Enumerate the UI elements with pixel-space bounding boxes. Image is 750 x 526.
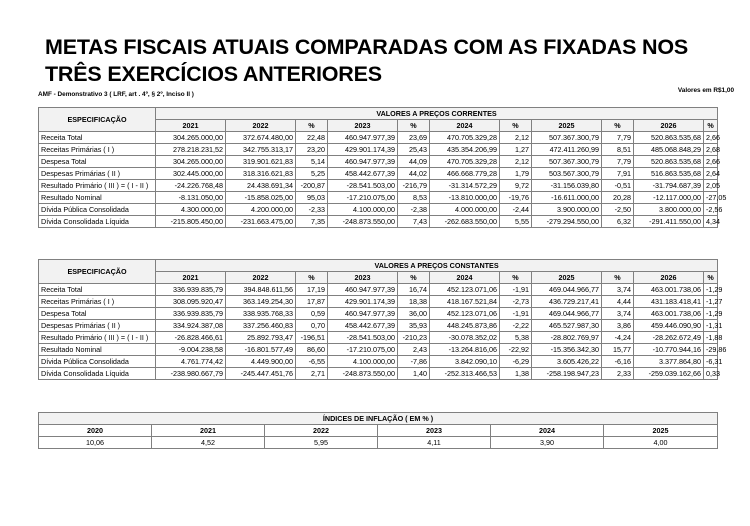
table-cell: -15.356.342,30 [532, 344, 602, 356]
table-cell: 318.316.621,83 [226, 168, 296, 180]
row-label: Despesas Primárias ( II ) [39, 168, 156, 180]
column-header: 2022 [226, 272, 296, 284]
table-cell: -24.226.768,48 [156, 180, 226, 192]
table-cell: 429.901.174,39 [328, 296, 398, 308]
table-cell: 516.863.535,68 [634, 168, 704, 180]
row-label: Resultado Primário ( III ) = ( I - II ) [39, 332, 156, 344]
spec-header: ESPECIFICAÇÃO [39, 260, 156, 284]
column-header: 2021 [156, 120, 226, 132]
table-cell: 35,93 [398, 320, 430, 332]
table-cell: 2,71 [296, 368, 328, 380]
table-row [39, 180, 718, 192]
table-row [39, 216, 718, 228]
table-cell: 86,60 [296, 344, 328, 356]
table-cell: -245.447.451,76 [226, 368, 296, 380]
column-header: 2024 [430, 272, 500, 284]
table-cell: 23,69 [398, 132, 430, 144]
table-cell: 4.200.000,00 [226, 204, 296, 216]
inflation-year: 2021 [152, 425, 265, 437]
table-cell: 319.901.621,83 [226, 156, 296, 168]
table-cell: 8,53 [398, 192, 430, 204]
column-header: % [602, 120, 634, 132]
table-cell: 9,72 [500, 180, 532, 192]
table-row [39, 368, 718, 380]
table-cell: 18,38 [398, 296, 430, 308]
table-cell: 452.123.071,06 [430, 284, 500, 296]
table-cell: -2,50 [602, 204, 634, 216]
table-cell: 3.842.090,10 [430, 356, 500, 368]
table-row [39, 296, 718, 308]
table-cell: 336.939.835,79 [156, 284, 226, 296]
table-row [39, 332, 718, 344]
table-cell: -31.314.572,29 [430, 180, 500, 192]
column-header: 2022 [226, 120, 296, 132]
column-header: 2025 [532, 120, 602, 132]
table-cell: 520.863.535,68 [634, 156, 704, 168]
table-cell: -28.541.503,00 [328, 180, 398, 192]
table-cell: 507.367.300,79 [532, 132, 602, 144]
table-cell: 5,14 [296, 156, 328, 168]
row-label: Despesa Total [39, 308, 156, 320]
column-header: % [602, 272, 634, 284]
inflation-value: 3,90 [491, 437, 604, 449]
row-label: Resultado Nominal [39, 192, 156, 204]
column-header: 2021 [156, 272, 226, 284]
table-cell: 429.901.174,39 [328, 144, 398, 156]
table-cell: 363.149.254,30 [226, 296, 296, 308]
table-cell: 463.001.738,06 [634, 284, 704, 296]
table-cell: -27,05 [704, 192, 718, 204]
table-cell: -2,33 [296, 204, 328, 216]
table-cell: 4,34 [704, 216, 718, 228]
table-cell: -17.210.075,00 [328, 344, 398, 356]
table-cell: -17.210.075,00 [328, 192, 398, 204]
table-cell: 5,55 [500, 216, 532, 228]
table-cell: -248.873.550,00 [328, 216, 398, 228]
column-header: % [500, 272, 532, 284]
row-label: Resultado Primário ( III ) = ( I - II ) [39, 180, 156, 192]
table-cell: -196,51 [296, 332, 328, 344]
inflation-value: 5,95 [265, 437, 378, 449]
column-header: 2025 [532, 272, 602, 284]
table-cell: -259.039.162,66 [634, 368, 704, 380]
table-cell: 460.947.977,39 [328, 156, 398, 168]
table-cell: 372.674.480,00 [226, 132, 296, 144]
table-cell: 22,48 [296, 132, 328, 144]
table-cell: -2,38 [398, 204, 430, 216]
page-title: METAS FISCAIS ATUAIS COMPARADAS COM AS FIXADAS NOS TRÊS EXERCÍCIOS ANTERIORES [45, 35, 688, 86]
table-cell: -9.004.238,58 [156, 344, 226, 356]
table-cell: -238.980.667,79 [156, 368, 226, 380]
table-cell: 3,74 [602, 308, 634, 320]
table-cell: -279.294.550,00 [532, 216, 602, 228]
table-cell: -7,86 [398, 356, 430, 368]
table-cell: 7,79 [602, 156, 634, 168]
table-cell: 472.411.260,99 [532, 144, 602, 156]
table-cell: 4.449.900,00 [226, 356, 296, 368]
table-cell: 25,43 [398, 144, 430, 156]
table-cell: -16.611.000,00 [532, 192, 602, 204]
row-label: Receita Total [39, 132, 156, 144]
table-cell: 7,35 [296, 216, 328, 228]
inflation-year: 2022 [265, 425, 378, 437]
table-cell: 2,43 [398, 344, 430, 356]
table-row [39, 320, 718, 332]
table-cell: 0,59 [296, 308, 328, 320]
column-header: % [704, 272, 718, 284]
column-header: 2024 [430, 120, 500, 132]
table-row [39, 344, 718, 356]
table-row [39, 308, 718, 320]
table-cell: -6,31 [704, 356, 718, 368]
table-cell: 394.848.611,56 [226, 284, 296, 296]
table-cell: -30.078.352,02 [430, 332, 500, 344]
table-cell: -28.541.503,00 [328, 332, 398, 344]
column-header: % [398, 120, 430, 132]
table-cell: 503.567.300,79 [532, 168, 602, 180]
table-cell: -215.805.450,00 [156, 216, 226, 228]
column-header: 2023 [328, 120, 398, 132]
table-cell: -258.198.947,23 [532, 368, 602, 380]
row-label: Despesas Primárias ( II ) [39, 320, 156, 332]
table-row [39, 356, 718, 368]
table-cell: -26.828.466,61 [156, 332, 226, 344]
table-cell: 342.755.313,17 [226, 144, 296, 156]
table-cell: 520.863.535,68 [634, 132, 704, 144]
row-label: Dívida Consolidada Líquida [39, 368, 156, 380]
table-cell: 3.800.000,00 [634, 204, 704, 216]
column-header: % [500, 120, 532, 132]
column-header: % [398, 272, 430, 284]
table-cell: -13.810.000,00 [430, 192, 500, 204]
table-cell: -231.663.475,00 [226, 216, 296, 228]
table-cell: -4,24 [602, 332, 634, 344]
table-cell: -2,73 [500, 296, 532, 308]
table-cell: 436.729.217,41 [532, 296, 602, 308]
table-cell: -291.411.550,00 [634, 216, 704, 228]
table-cell: 2,05 [704, 180, 718, 192]
table-cell: -1,88 [704, 332, 718, 344]
table-cell: -31.156.039,80 [532, 180, 602, 192]
table-cell: 4.100.000,00 [328, 204, 398, 216]
column-header: % [704, 120, 718, 132]
table-cell: -12.117.000,00 [634, 192, 704, 204]
column-header: 2026 [634, 120, 704, 132]
table-cell: -1,91 [500, 308, 532, 320]
table-cell: 4,44 [602, 296, 634, 308]
row-label: Receitas Primárias ( I ) [39, 144, 156, 156]
table-cell: 20,28 [602, 192, 634, 204]
table-cell: 36,00 [398, 308, 430, 320]
table-cell: 0,33 [704, 368, 718, 380]
table-cell: -6,29 [500, 356, 532, 368]
table-cell: 4.100.000,00 [328, 356, 398, 368]
table-cell: 8,51 [602, 144, 634, 156]
table-cell: 1,38 [500, 368, 532, 380]
table-cell: 336.939.835,79 [156, 308, 226, 320]
table-cell: 3.605.426,22 [532, 356, 602, 368]
table-cell: 485.068.848,29 [634, 144, 704, 156]
table-row [39, 144, 718, 156]
table-cell: 435.354.206,99 [430, 144, 500, 156]
column-header: 2026 [634, 272, 704, 284]
table-cell: 2,33 [602, 368, 634, 380]
table-cell: 95,03 [296, 192, 328, 204]
table-cell: -252.313.466,53 [430, 368, 500, 380]
table-cell: -1,29 [704, 308, 718, 320]
table-cell: 466.668.779,28 [430, 168, 500, 180]
spec-header: ESPECIFICAÇÃO [39, 108, 156, 132]
inflation-year: 2023 [378, 425, 491, 437]
table-cell: -29,86 [704, 344, 718, 356]
table-cell: 469.044.966,77 [532, 284, 602, 296]
table-cell: 452.123.071,06 [430, 308, 500, 320]
table-cell: 2,66 [704, 156, 718, 168]
table-cell: -6,55 [296, 356, 328, 368]
group-header: VALORES A PREÇOS CORRENTES [156, 108, 718, 120]
inflation-year: 2024 [491, 425, 604, 437]
table-cell: 2,66 [704, 132, 718, 144]
table-cell: -1,91 [500, 284, 532, 296]
table-cell: 3,86 [602, 320, 634, 332]
table-cell: -6,16 [602, 356, 634, 368]
table-cell: -1,31 [704, 320, 718, 332]
table-cell: 4.761.774,42 [156, 356, 226, 368]
column-header: % [296, 272, 328, 284]
table-cell: 3.377.864,80 [634, 356, 704, 368]
table-row [39, 168, 718, 180]
table-cell: -15.858.025,00 [226, 192, 296, 204]
table-cell: 44,09 [398, 156, 430, 168]
row-label: Receita Total [39, 284, 156, 296]
table-cell: -200,87 [296, 180, 328, 192]
table-cell: 0,70 [296, 320, 328, 332]
table-cell: 431.183.418,41 [634, 296, 704, 308]
table-cell: 15,77 [602, 344, 634, 356]
group-header: VALORES A PREÇOS CONSTANTES [156, 260, 718, 272]
table-cell: -10.770.944,16 [634, 344, 704, 356]
table-row [39, 132, 718, 144]
table-cell: 2,68 [704, 144, 718, 156]
table-cell: 338.935.768,33 [226, 308, 296, 320]
table-indices-inflacao [38, 412, 718, 449]
row-label: Despesa Total [39, 156, 156, 168]
inflation-value: 4,11 [378, 437, 491, 449]
table-cell: -2,56 [704, 204, 718, 216]
table-cell: 4.300.000,00 [156, 204, 226, 216]
table-cell: 25.892.793,47 [226, 332, 296, 344]
table-cell: 278.218.231,52 [156, 144, 226, 156]
table-cell: 44,02 [398, 168, 430, 180]
row-label: Dívida Pública Consolidada [39, 204, 156, 216]
table-precos-correntes [38, 107, 727, 228]
table-cell: -16.801.577,49 [226, 344, 296, 356]
table-cell: 507.367.300,79 [532, 156, 602, 168]
table-cell: -1,29 [704, 284, 718, 296]
inflation-header: ÍNDICES DE INFLAÇÃO ( EM % ) [39, 413, 718, 425]
table-cell: 5,38 [500, 332, 532, 344]
table-cell: 463.001.738,06 [634, 308, 704, 320]
row-label: Resultado Nominal [39, 344, 156, 356]
currency-note: Valores em R$1,00 [677, 87, 734, 94]
inflation-value: 4,00 [604, 437, 718, 449]
table-cell: 2,12 [500, 156, 532, 168]
inflation-year: 2020 [39, 425, 152, 437]
table-cell: -19,76 [500, 192, 532, 204]
table-cell: -28.262.672,49 [634, 332, 704, 344]
table-cell: -0,51 [602, 180, 634, 192]
table-cell: 460.947.977,39 [328, 132, 398, 144]
table-row [39, 204, 718, 216]
column-header: % [296, 120, 328, 132]
table-cell: 1,79 [500, 168, 532, 180]
table-cell: 23,20 [296, 144, 328, 156]
table-cell: 2,64 [704, 168, 718, 180]
row-label: Dívida Consolidada Líquida [39, 216, 156, 228]
table-cell: 470.705.329,28 [430, 156, 500, 168]
inflation-value: 10,06 [39, 437, 152, 449]
table-cell: 7,79 [602, 132, 634, 144]
table-cell: -1,27 [704, 296, 718, 308]
table-cell: 4.000.000,00 [430, 204, 500, 216]
table-cell: -248.873.550,00 [328, 368, 398, 380]
table-cell: 2,12 [500, 132, 532, 144]
table-cell: 304.265.000,00 [156, 156, 226, 168]
table-cell: -13.264.816,06 [430, 344, 500, 356]
table-cell: 304.265.000,00 [156, 132, 226, 144]
table-cell: 17,19 [296, 284, 328, 296]
table-cell: 7,91 [602, 168, 634, 180]
table-cell: -8.131.050,00 [156, 192, 226, 204]
table-cell: 448.245.873,86 [430, 320, 500, 332]
table-cell: 418.167.521,84 [430, 296, 500, 308]
document-subtitle: AMF - Demonstrativo 3 ( LRF, art . 4º, § 2º, Inciso II ) [38, 91, 194, 98]
table-cell: -22,92 [500, 344, 532, 356]
table-cell: 3.900.000,00 [532, 204, 602, 216]
table-row [39, 192, 718, 204]
table-cell: 1,40 [398, 368, 430, 380]
table-cell: 460.947.977,39 [328, 308, 398, 320]
table-cell: -28.802.769,97 [532, 332, 602, 344]
table-cell: 469.044.966,77 [532, 308, 602, 320]
table-cell: 460.947.977,39 [328, 284, 398, 296]
table-cell: 1,27 [500, 144, 532, 156]
table-cell: 6,32 [602, 216, 634, 228]
row-label: Dívida Pública Consolidada [39, 356, 156, 368]
table-cell: 459.446.090,90 [634, 320, 704, 332]
table-cell: 458.442.677,39 [328, 168, 398, 180]
table-cell: 465.527.987,30 [532, 320, 602, 332]
table-cell: 337.256.460,83 [226, 320, 296, 332]
table-cell: 302.445.000,00 [156, 168, 226, 180]
table-cell: 458.442.677,39 [328, 320, 398, 332]
table-cell: 16,74 [398, 284, 430, 296]
column-header: 2023 [328, 272, 398, 284]
table-cell: -262.683.550,00 [430, 216, 500, 228]
table-cell: 334.924.387,08 [156, 320, 226, 332]
table-cell: 24.438.691,34 [226, 180, 296, 192]
table-cell: 17,87 [296, 296, 328, 308]
table-cell: -31.794.687,39 [634, 180, 704, 192]
table-cell: 5,25 [296, 168, 328, 180]
table-cell: 308.095.920,47 [156, 296, 226, 308]
table-cell: -210,23 [398, 332, 430, 344]
table-cell: 470.705.329,28 [430, 132, 500, 144]
table-cell: -2,44 [500, 204, 532, 216]
row-label: Receitas Primárias ( I ) [39, 296, 156, 308]
table-cell: -216,79 [398, 180, 430, 192]
table-row [39, 284, 718, 296]
inflation-year: 2025 [604, 425, 718, 437]
inflation-value: 4,52 [152, 437, 265, 449]
table-row [39, 156, 718, 168]
table-precos-constantes [38, 259, 727, 380]
table-cell: 7,43 [398, 216, 430, 228]
table-cell: -2,22 [500, 320, 532, 332]
table-cell: 3,74 [602, 284, 634, 296]
